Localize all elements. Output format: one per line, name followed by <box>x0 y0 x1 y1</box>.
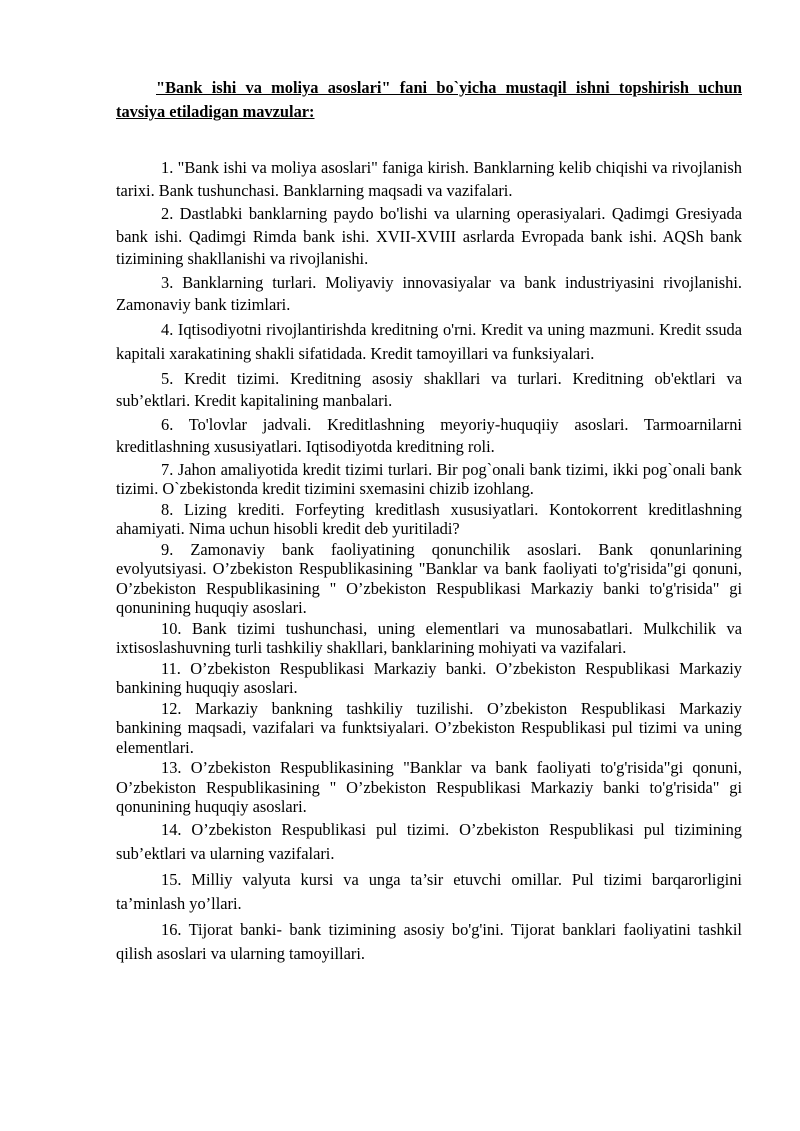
topic-15: 15. Milliy valyuta kursi va unga ta’sir etuvchi omillar. Pul tizimi barqarorligini ta’minlash yo’llari. <box>116 869 742 913</box>
topic-3: 3. Banklarning turlari. Moliyaviy innovasiyalar va bank industriyasini rivojlanishi. Zamonaviy bank tizimlari. <box>116 272 742 314</box>
topic-5: 5. Kredit tizimi. Kreditning asosiy shakllari va turlari. Kreditning ob'ektlari va sub’ektlari. Kredit kapitalining manbalari. <box>116 368 742 410</box>
topic-8: 8. Lizing krediti. Forfeyting kreditlash xususiyatlari. Kontokorrent kreditlashning ahamiyati. Nima uchun hisobli kredit deb yuritiladi? <box>116 499 742 538</box>
topic-11: 11. O’zbekiston Respublikasi Markaziy banki. O’zbekiston Respublikasi Markaziy bankining huquqiy asoslari. <box>116 658 742 697</box>
topic-7: 7. Jahon amaliyotida kredit tizimi turlari. Bir pog`onali bank tizimi, ikki pog`onali bank tizimi. O`zbekistonda kredit tizimini sxemasini chizib izohlang. <box>116 459 742 498</box>
topic-6: 6. To'lovlar jadvali. Kreditlashning meyoriy-huquqiiy asoslari. Tarmoarnilarni kreditlashning xususiyatlari. Iqtisodiyotda kreditning roli. <box>116 414 742 456</box>
topic-4: 4. Iqtisodiyotni rivojlantirishda kreditning o'rni. Kredit va uning mazmuni. Kredit ssuda kapitali xarakatining shakli sifatidada. Kredit tamoyillari va funksiyalari. <box>116 319 742 363</box>
topic-2: 2. Dastlabki banklarning paydo bo'lishi va ularning operasiyalari. Qadimgi Gresiyada bank ishi. Qadimgi Rimda bank ishi. XVII-XVIII asrlarda Evropada bank ishi. AQSh bank tizimining shakllanishi va rivojlanishi. <box>116 204 742 268</box>
topic-9: 9. Zamonaviy bank faoliyatining qonunchilik asoslari. Bank qonunlarining evolyutsiyasi. O’zbekiston Respublikasining "Banklar va bank faoliyati to'g'risida"gi qonuni, O’zbekiston Respublikasining " O’zbekiston Respublikasi Markaziy banki to'g'risida" gi qonunining huquqiy asoslari. <box>116 539 742 617</box>
topic-10: 10. Bank tizimi tushunchasi, uning elementlari va munosabatlari. Mulkchilik va ixtisoslashuvning turli tashkiliy shakllari, banklarining mohiyati va vazifalari. <box>116 618 742 657</box>
document-title: "Bank ishi va moliya asoslari" fani bo`yicha mustaqil ishni topshirish uchun tavsiya etiladigan mavzular: <box>116 78 742 121</box>
document-page <box>116 76 742 968</box>
topic-14: 14. O’zbekiston Respublikasi pul tizimi. O’zbekiston Respublikasi pul tizimining sub’ektlari va ularning vazifalari. <box>116 819 742 863</box>
topic-16: 16. Tijorat banki- bank tizimining asosiy bo'g'ini. Tijorat banklari faoliyatini tashkil qilish asoslari va ularning tamoyillari. <box>116 919 742 963</box>
topic-13: 13. O’zbekiston Respublikasining "Banklar va bank faoliyati to'g'risida"gi qonuni, O’zbekiston Respublikasining " O’zbekiston Respublikasi Markaziy banki to'g'risida" gi qonunining huquqiy asoslari. <box>116 758 742 816</box>
topic-12: 12. Markaziy bankning tashkiliy tuzilishi. O’zbekiston Respublikasi Markaziy bankining maqsadi, vazifalari va funktsiyalari. O’zbekiston Respublikasi pul tizimi va uning elementlari. <box>116 698 742 757</box>
topic-1: 1. "Bank ishi va moliya asoslari" faniga kirish. Banklarning kelib chiqishi va rivojlanish tarixi. Bank tushunchasi. Banklarning maqsadi va vazifalari. <box>116 158 742 200</box>
